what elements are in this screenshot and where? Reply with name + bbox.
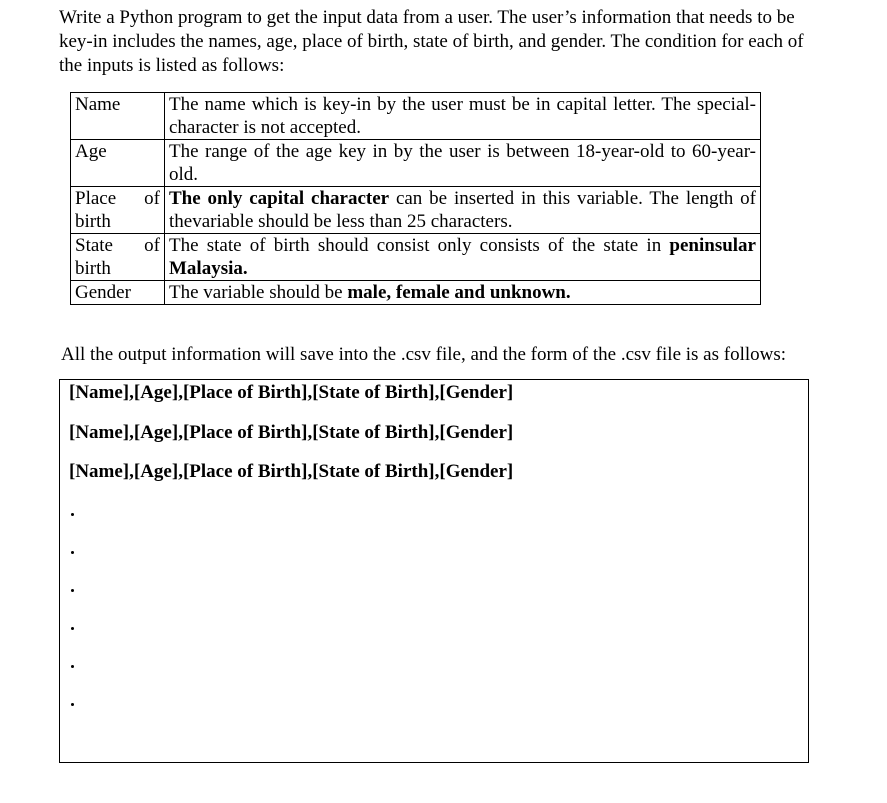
desc-text: can be inserted in this variable. The length of thevariable should be less than 25 characters. — [169, 188, 757, 232]
row-desc-age: The range of the age key in by the user is between 18-year-old to 60-year-old. — [165, 140, 761, 187]
row-label-state-of-birth: State of birth — [71, 234, 165, 281]
table-row — [71, 234, 761, 281]
desc-bold-text: male, female and unknown. — [347, 282, 571, 303]
row-desc-name: The name which is key-in by the user must be in capital letter. The special-character is not accepted. — [165, 93, 761, 140]
intro-paragraph: Write a Python program to get the input data from a user. The user’s information that needs to be key-in includes the names, age, place of birth, state of birth, and gender. The condition for each of the inputs is listed as follows: — [59, 7, 804, 76]
table-row — [71, 93, 761, 140]
desc-bold-text: peninsular Malaysia. — [169, 235, 756, 279]
csv-format-box — [59, 379, 809, 763]
row-desc-gender — [165, 281, 761, 305]
row-label-place-of-birth: Place of birth — [71, 187, 165, 234]
table-row — [71, 281, 761, 305]
row-desc-place-of-birth — [165, 187, 761, 234]
table-row — [71, 187, 761, 234]
csv-line: [Name],[Age],[Place of Birth],[State of Birth],[Gender] — [69, 461, 514, 482]
ellipsis-dot — [71, 703, 74, 706]
ellipsis-dot — [71, 513, 74, 516]
ellipsis-dot — [71, 665, 74, 668]
row-desc-state-of-birth — [165, 234, 761, 281]
output-intro-paragraph: All the output information will save into the .csv file, and the form of the .csv file is as follows: — [61, 344, 787, 365]
ellipsis-dot — [71, 551, 74, 554]
desc-text: The variable should be — [169, 282, 348, 303]
table-row — [71, 140, 761, 187]
csv-line: [Name],[Age],[Place of Birth],[State of Birth],[Gender] — [69, 382, 514, 403]
csv-line: [Name],[Age],[Place of Birth],[State of Birth],[Gender] — [69, 422, 514, 443]
input-conditions-table — [70, 92, 761, 305]
desc-bold-text: The only capital character — [169, 188, 390, 209]
desc-text: The state of birth should consist only consists of the state in — [169, 235, 670, 256]
ellipsis-dot — [71, 627, 74, 630]
row-label-age: Age — [71, 140, 165, 187]
row-label-name: Name — [71, 93, 165, 140]
ellipsis-dot — [71, 589, 74, 592]
row-label-gender: Gender — [71, 281, 165, 305]
